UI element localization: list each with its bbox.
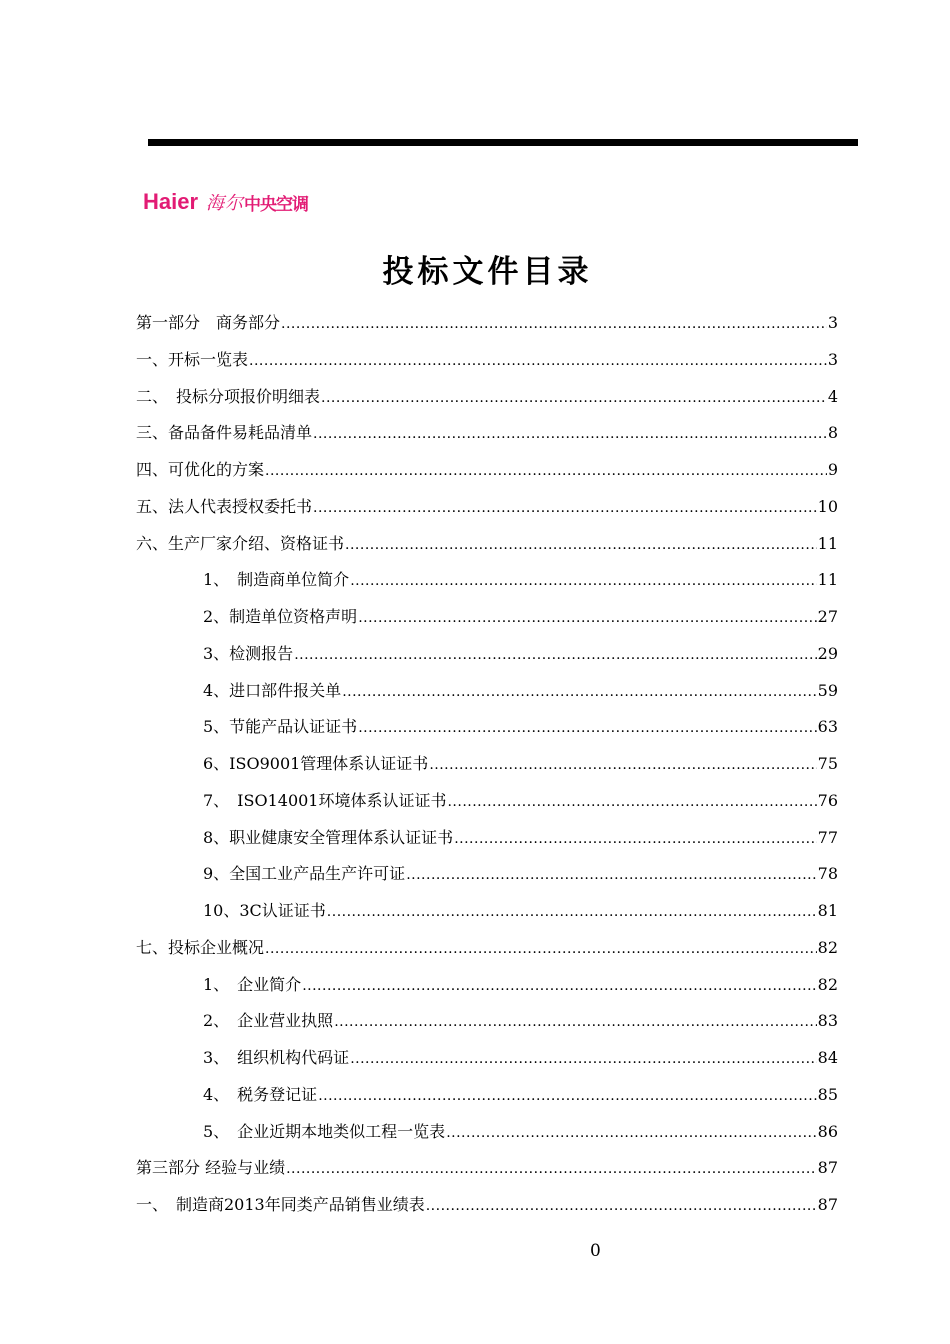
toc-entry-label: 一、开标一览表 <box>136 349 249 369</box>
toc-dot-leader <box>249 350 827 370</box>
page-number: 0 <box>590 1241 601 1261</box>
toc-entry-label: 9、全国工业产品生产许可证 <box>203 864 406 884</box>
header-rule <box>148 139 858 146</box>
logo-latin-text: Haier <box>143 189 199 214</box>
toc-entry-page: 3 <box>827 313 838 332</box>
toc-entry-label: 第三部分 经验与业绩 <box>136 1158 286 1178</box>
toc-dot-leader <box>350 570 816 590</box>
toc-entry-label: 四、可优化的方案 <box>136 460 265 479</box>
toc-entry-page: 4 <box>827 386 838 406</box>
toc-entry-label: 六、生产厂家介绍、资格证书 <box>136 533 345 553</box>
toc-entry[interactable] <box>136 379 838 415</box>
toc-entry[interactable] <box>203 856 838 892</box>
toc-entry[interactable] <box>203 967 838 1003</box>
toc-dot-leader <box>426 1195 817 1215</box>
toc-dot-leader <box>358 717 816 737</box>
logo-script-text: 海尔 <box>206 193 245 214</box>
toc-entry[interactable] <box>203 636 838 672</box>
toc-entry[interactable] <box>203 1077 838 1113</box>
toc-dot-leader <box>454 828 816 848</box>
toc-entry[interactable] <box>203 783 838 819</box>
toc-entry-page: 83 <box>817 1011 838 1031</box>
toc-entry-label: 8、职业健康安全管理体系认证证书 <box>203 827 454 847</box>
toc-dot-leader <box>342 681 816 701</box>
toc-entry-page: 59 <box>817 680 838 700</box>
document-title: 投标文件目录 <box>382 254 593 290</box>
toc-entry[interactable] <box>136 489 838 525</box>
toc-entry[interactable] <box>203 1040 838 1076</box>
toc-entry-label: 1、 企业简介 <box>203 974 302 994</box>
toc-dot-leader <box>327 901 817 921</box>
logo-cjk-text: 中央空调 <box>244 194 309 215</box>
toc-dot-leader <box>318 1085 816 1105</box>
toc-entry-page: 82 <box>817 937 838 957</box>
toc-entry[interactable] <box>203 562 838 598</box>
toc-entry-page: 29 <box>817 643 838 663</box>
toc-dot-leader <box>446 1122 816 1142</box>
toc-entry-label: 3、 组织机构代码证 <box>203 1048 350 1067</box>
toc-dot-leader <box>313 497 817 517</box>
toc-entry-label: 五、法人代表授权委托书 <box>136 496 313 516</box>
toc-entry-page: 11 <box>817 570 838 590</box>
toc-entry-page: 78 <box>817 864 838 884</box>
toc-entry-page: 10 <box>817 496 838 516</box>
toc-dot-leader <box>358 607 816 627</box>
toc-entry-label: 4、 税务登记证 <box>203 1084 318 1104</box>
toc-entry-page: 9 <box>827 460 838 479</box>
toc-entry[interactable] <box>203 820 838 856</box>
toc-entry-page: 87 <box>817 1158 838 1178</box>
toc-entry[interactable] <box>136 342 838 378</box>
toc-entry[interactable] <box>136 305 838 341</box>
toc-entry-page: 8 <box>827 423 838 443</box>
toc-entry-label: 6、ISO9001管理体系认证证书 <box>203 754 429 773</box>
toc-entry[interactable] <box>203 746 838 782</box>
toc-dot-leader <box>286 1158 817 1178</box>
toc-entry-label: 4、进口部件报关单 <box>203 680 342 700</box>
toc-entry[interactable] <box>203 1003 838 1039</box>
toc-entry[interactable] <box>136 1150 838 1186</box>
toc-entry-label: 三、备品备件易耗品清单 <box>136 423 313 443</box>
toc-dot-leader <box>406 864 816 884</box>
toc-entry-page: 77 <box>817 827 838 847</box>
toc-entry-page: 27 <box>817 607 838 626</box>
toc-entry-label: 1、 制造商单位简介 <box>203 570 350 590</box>
toc-entry-label: 7、 ISO14001环境体系认证证书 <box>203 790 447 810</box>
toc-entry-label: 3、检测报告 <box>203 643 294 663</box>
toc-entry-page: 11 <box>817 533 838 553</box>
toc-dot-leader <box>265 460 827 480</box>
toc-entry-page: 84 <box>817 1048 838 1067</box>
toc-dot-leader <box>350 1048 816 1068</box>
toc-entry[interactable] <box>203 673 838 709</box>
toc-entry-page: 75 <box>817 754 838 773</box>
toc-entry[interactable] <box>136 452 838 488</box>
toc-entry[interactable] <box>136 1187 838 1223</box>
toc-dot-leader <box>294 644 816 664</box>
toc-entry[interactable] <box>203 1114 838 1150</box>
toc-dot-leader <box>265 938 817 958</box>
toc-entry-label: 5、 企业近期本地类似工程一览表 <box>203 1121 446 1141</box>
toc-entry-label: 10、3C认证证书 <box>203 901 326 920</box>
toc-entry[interactable] <box>203 709 838 745</box>
toc-entry-label: 5、节能产品认证证书 <box>203 717 358 737</box>
toc-entry[interactable] <box>136 415 838 451</box>
toc-entry[interactable] <box>203 599 838 635</box>
toc-dot-leader <box>313 423 827 443</box>
toc-entry-label: 第一部分 商务部分 <box>136 313 281 332</box>
haier-logo <box>143 189 308 215</box>
toc-entry-label: 二、 投标分项报价明细表 <box>136 386 321 406</box>
toc-entry[interactable] <box>203 893 838 929</box>
toc-dot-leader <box>345 534 817 554</box>
toc-entry-page: 82 <box>817 974 838 994</box>
toc-dot-leader <box>334 1011 816 1031</box>
toc-dot-leader <box>281 313 827 333</box>
toc-entry-page: 63 <box>817 717 838 737</box>
toc-entry-label: 一、 制造商2013年同类产品销售业绩表 <box>136 1195 425 1214</box>
toc-dot-leader <box>429 754 816 774</box>
toc-dot-leader <box>302 975 816 995</box>
toc-entry-label: 2、制造单位资格声明 <box>203 607 358 626</box>
toc-entry[interactable] <box>136 526 838 562</box>
toc-entry-page: 76 <box>817 790 838 810</box>
toc-entry-label: 七、投标企业概况 <box>136 937 265 957</box>
toc-entry-page: 85 <box>817 1084 838 1104</box>
toc-entry-page: 81 <box>817 901 838 920</box>
toc-entry[interactable] <box>136 930 838 966</box>
toc-dot-leader <box>321 387 827 407</box>
toc-entry-page: 86 <box>817 1121 838 1141</box>
toc-entry-label: 2、 企业营业执照 <box>203 1011 334 1031</box>
toc-entry-page: 3 <box>827 349 838 369</box>
toc-entry-page: 87 <box>817 1195 838 1214</box>
toc-dot-leader <box>447 791 816 811</box>
